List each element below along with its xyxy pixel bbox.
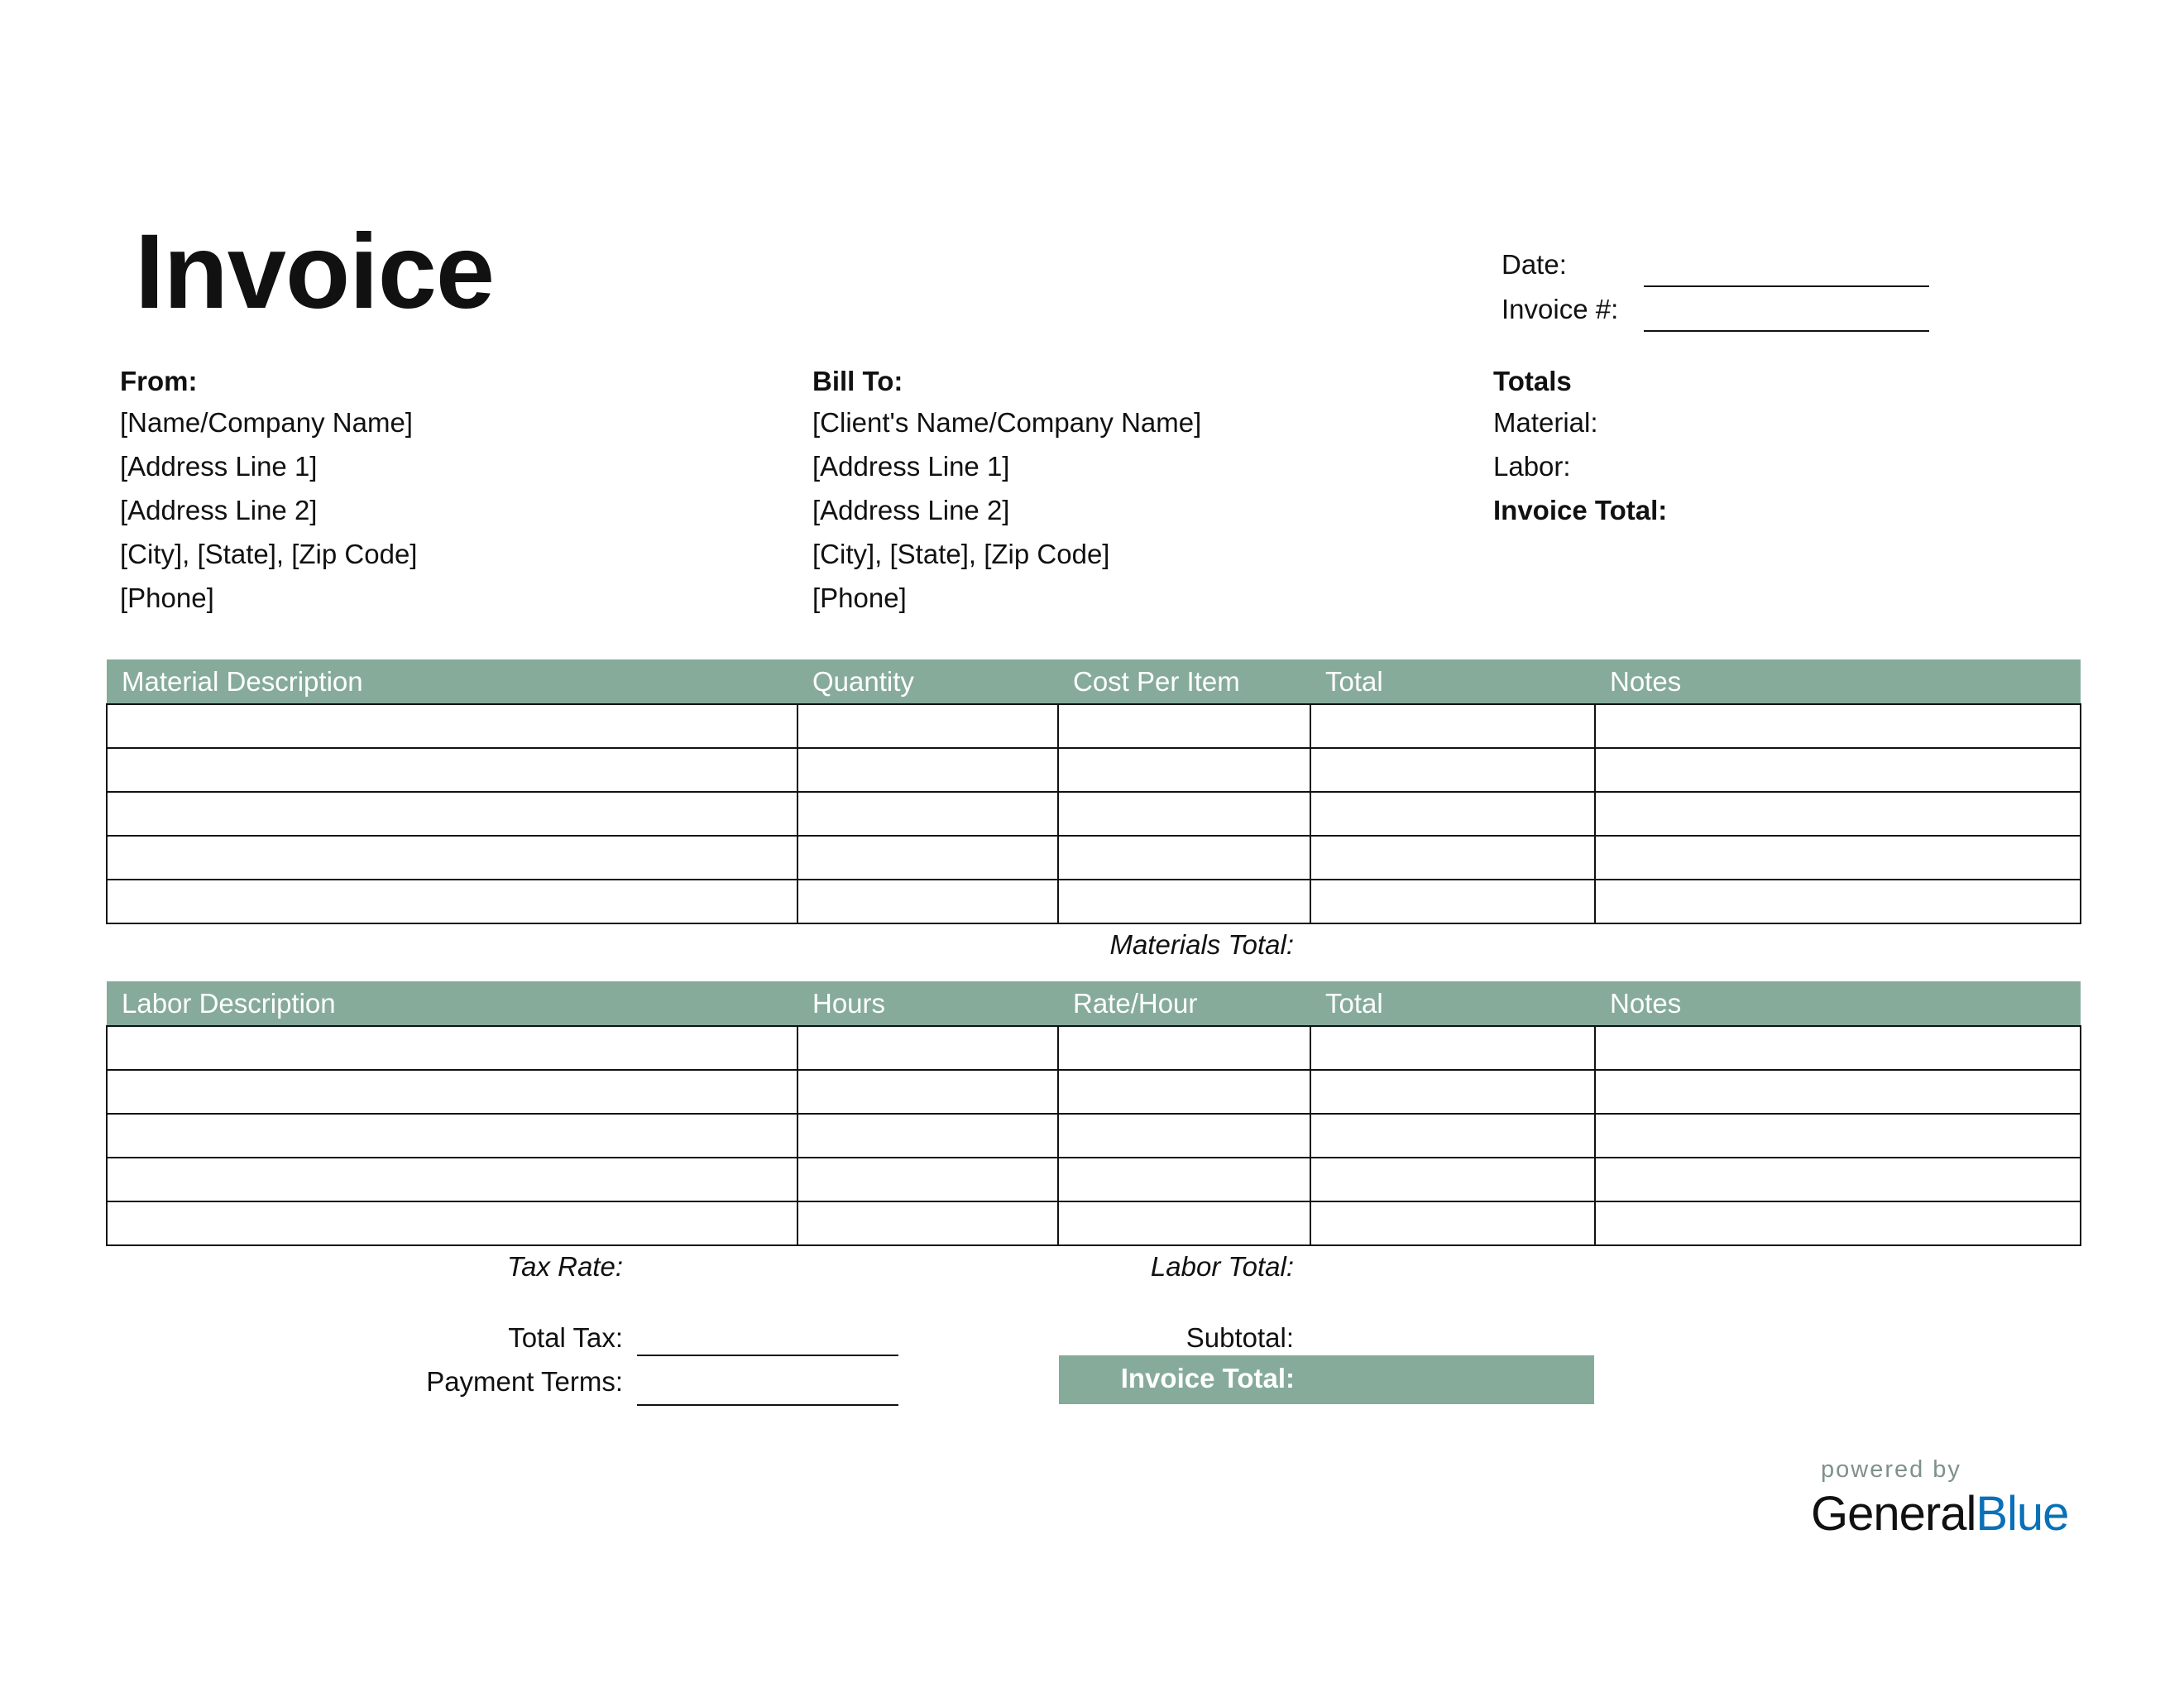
from-heading: From: <box>120 366 198 396</box>
table-cell[interactable] <box>1595 1114 2081 1158</box>
table-cell[interactable] <box>797 1026 1058 1070</box>
table-cell[interactable] <box>1595 1070 2081 1114</box>
table-cell[interactable] <box>107 836 797 880</box>
table-cell[interactable] <box>1595 880 2081 923</box>
table-cell[interactable] <box>1310 836 1595 880</box>
bill-to-line: [Address Line 1] <box>812 451 1010 482</box>
table-cell[interactable] <box>797 1070 1058 1114</box>
table-cell[interactable] <box>1058 1201 1310 1245</box>
column-header: Labor Description <box>107 981 797 1026</box>
totals-heading: Totals <box>1493 366 1572 396</box>
bill-to-line: [Address Line 2] <box>812 495 1010 525</box>
table-cell[interactable] <box>797 748 1058 792</box>
from-line: [Address Line 2] <box>120 495 318 525</box>
table-cell[interactable] <box>1595 1158 2081 1201</box>
bill-to-line: [Phone] <box>812 583 907 613</box>
labor-total-label: Labor: <box>1493 451 1571 482</box>
table-cell[interactable] <box>107 704 797 748</box>
table-cell[interactable] <box>1595 704 2081 748</box>
table-cell[interactable] <box>1595 1026 2081 1070</box>
page-title: Invoice <box>135 213 495 331</box>
table-cell[interactable] <box>1058 792 1310 836</box>
total-tax-field[interactable] <box>637 1355 898 1356</box>
table-cell[interactable] <box>797 704 1058 748</box>
tax-rate-label: Tax Rate: <box>506 1251 623 1282</box>
table-cell[interactable] <box>1310 1070 1595 1114</box>
table-cell[interactable] <box>1310 704 1595 748</box>
table-cell[interactable] <box>1310 1114 1595 1158</box>
table-row <box>107 836 2081 880</box>
table-cell[interactable] <box>1595 748 2081 792</box>
table-cell[interactable] <box>107 1114 797 1158</box>
table-cell[interactable] <box>1310 1158 1595 1201</box>
table-cell[interactable] <box>107 1201 797 1245</box>
column-header: Rate/Hour <box>1058 981 1310 1026</box>
table-row <box>107 792 2081 836</box>
table-cell[interactable] <box>107 1026 797 1070</box>
table-cell[interactable] <box>1058 1114 1310 1158</box>
table-cell[interactable] <box>797 792 1058 836</box>
table-row <box>107 1070 2081 1114</box>
subtotal-label: Subtotal: <box>1185 1322 1294 1353</box>
table-cell[interactable] <box>1058 704 1310 748</box>
invoice-total-bar <box>1059 1355 1594 1404</box>
table-cell[interactable] <box>107 880 797 923</box>
materials-table <box>106 659 2081 924</box>
column-header: Material Description <box>107 659 797 704</box>
table-cell[interactable] <box>797 1201 1058 1245</box>
table-cell[interactable] <box>1310 1201 1595 1245</box>
table-cell[interactable] <box>1058 748 1310 792</box>
table-cell[interactable] <box>1310 880 1595 923</box>
column-header: Cost Per Item <box>1058 659 1310 704</box>
table-cell[interactable] <box>797 836 1058 880</box>
table-cell[interactable] <box>107 1070 797 1114</box>
table-cell[interactable] <box>1595 836 2081 880</box>
invoice-number-field[interactable] <box>1644 330 1929 332</box>
table-cell[interactable] <box>797 1114 1058 1158</box>
column-header: Total <box>1310 659 1595 704</box>
bill-to-heading: Bill To: <box>812 366 903 396</box>
brand-general: General <box>1811 1487 1976 1541</box>
invoice-total-bar-label: Invoice Total: <box>1120 1363 1295 1393</box>
from-line: [City], [State], [Zip Code] <box>120 539 418 569</box>
column-header: Total <box>1310 981 1595 1026</box>
table-cell[interactable] <box>1058 880 1310 923</box>
column-header: Hours <box>797 981 1058 1026</box>
table-cell[interactable] <box>1058 1158 1310 1201</box>
table-cell[interactable] <box>1058 836 1310 880</box>
brand-blue: Blue <box>1976 1487 2069 1541</box>
labor-total-label: Labor Total: <box>1150 1251 1294 1282</box>
payment-terms-field[interactable] <box>637 1404 898 1406</box>
invoice-total-label: Invoice Total: <box>1493 495 1668 525</box>
materials-total-label: Materials Total: <box>1109 929 1294 960</box>
from-line: [Address Line 1] <box>120 451 318 482</box>
table-cell[interactable] <box>107 792 797 836</box>
table-cell[interactable] <box>1595 1201 2081 1245</box>
table-cell[interactable] <box>797 1158 1058 1201</box>
table-cell[interactable] <box>797 880 1058 923</box>
column-header: Quantity <box>797 659 1058 704</box>
bill-to-line: [Client's Name/Company Name] <box>812 407 1202 438</box>
from-line: [Name/Company Name] <box>120 407 413 438</box>
column-header: Notes <box>1595 981 2081 1026</box>
table-cell[interactable] <box>1310 792 1595 836</box>
table-cell[interactable] <box>1310 748 1595 792</box>
total-tax-label: Total Tax: <box>508 1322 623 1353</box>
material-total-label: Material: <box>1493 407 1598 438</box>
table-row <box>107 1201 2081 1245</box>
from-line: [Phone] <box>120 583 214 613</box>
table-cell[interactable] <box>107 748 797 792</box>
table-row <box>107 1114 2081 1158</box>
bill-to-line: [City], [State], [Zip Code] <box>812 539 1110 569</box>
table-cell[interactable] <box>1058 1026 1310 1070</box>
table-row <box>107 748 2081 792</box>
labor-table <box>106 981 2081 1246</box>
date-label: Date: <box>1502 249 1567 280</box>
table-cell[interactable] <box>1595 792 2081 836</box>
column-header: Notes <box>1595 659 2081 704</box>
table-row <box>107 1026 2081 1070</box>
table-row <box>107 880 2081 923</box>
table-cell[interactable] <box>107 1158 797 1201</box>
invoice-number-label: Invoice #: <box>1502 294 1619 324</box>
table-cell[interactable] <box>1310 1026 1595 1070</box>
powered-by-text: powered by <box>1821 1456 1961 1483</box>
date-field[interactable] <box>1644 285 1929 287</box>
table-row <box>107 1158 2081 1201</box>
table-cell[interactable] <box>1058 1070 1310 1114</box>
table-row <box>107 704 2081 748</box>
payment-terms-label: Payment Terms: <box>426 1366 623 1397</box>
